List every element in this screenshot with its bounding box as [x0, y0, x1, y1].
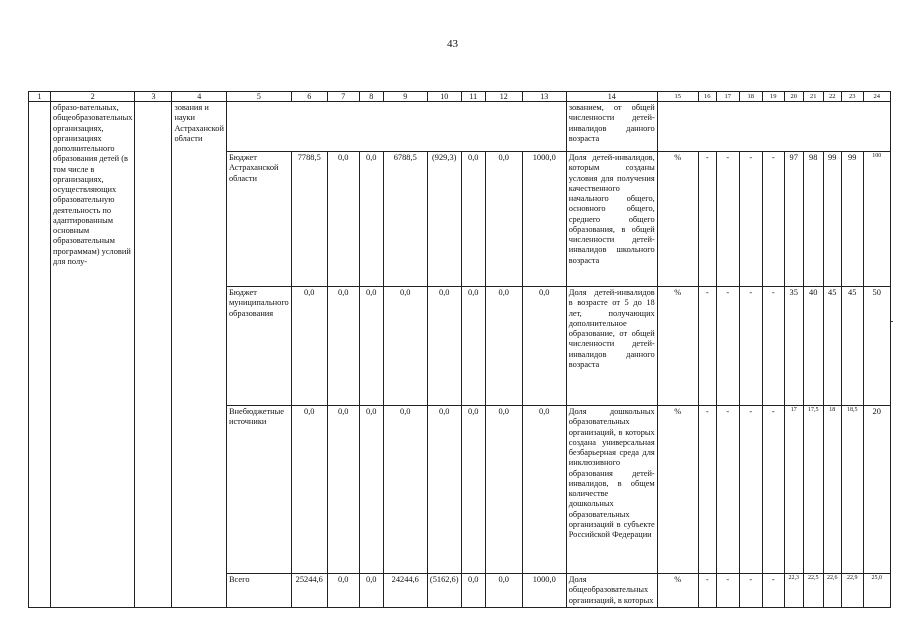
- value-cell: 1000,0: [522, 574, 566, 608]
- funding-source: Бюджет Астраханской области: [226, 152, 291, 287]
- measure-description: образо-вательных, общеобразовательных организациях, организациях дополнительного образования детей (в том числе в организациях, осуществляющих образовательную деятельность по адаптированным основным образовательным программам) условий для полу-: [51, 102, 135, 608]
- value-cell: 35: [784, 287, 803, 406]
- value-cell: -: [762, 152, 784, 287]
- value-cell: -: [698, 406, 716, 574]
- value-cell: -: [762, 287, 784, 406]
- blank-span: [226, 102, 566, 152]
- value-cell: -: [739, 406, 762, 574]
- indicator-cell: Доля общеобразовательных организаций, в которых: [566, 574, 657, 608]
- value-cell: -: [716, 574, 739, 608]
- executor-cell: зования и науки Астраханской области: [172, 102, 227, 608]
- header-cell: 22: [823, 92, 841, 102]
- value-cell: 0,0: [485, 287, 522, 406]
- header-cell: 5: [226, 92, 291, 102]
- value-cell: 17,5: [803, 406, 823, 574]
- value-cell: 18: [823, 406, 841, 574]
- funding-source: Всего: [226, 574, 291, 608]
- header-cell: 21: [803, 92, 823, 102]
- header-row: [29, 92, 891, 102]
- value-cell: -: [739, 287, 762, 406]
- header-cell: 3: [135, 92, 172, 102]
- funding-source: Внебюджетные источники: [226, 406, 291, 574]
- header-cell: 7: [327, 92, 359, 102]
- value-cell: 0,0: [383, 406, 427, 574]
- header-cell: 16: [698, 92, 716, 102]
- value-cell: -: [698, 574, 716, 608]
- header-cell: 19: [762, 92, 784, 102]
- header-cell: 4: [172, 92, 227, 102]
- program-table: [28, 91, 894, 608]
- value-cell: 0,0: [327, 406, 359, 574]
- value-cell: 17: [784, 406, 803, 574]
- side-mark: -: [890, 316, 894, 327]
- indicator-cell: зованием, от общей численности детей-инвалидов данного возраста: [566, 102, 657, 152]
- value-cell: -: [698, 152, 716, 287]
- value-cell: 99: [841, 152, 863, 287]
- value-cell: -: [716, 152, 739, 287]
- unit-cell: %: [657, 406, 698, 574]
- unit-cell: %: [657, 574, 698, 608]
- value-cell: 0,0: [522, 406, 566, 574]
- header-cell: 8: [359, 92, 383, 102]
- header-cell: 12: [485, 92, 522, 102]
- header-cell: 6: [291, 92, 327, 102]
- value-cell: 0,0: [485, 152, 522, 287]
- value-cell: 7788,5: [291, 152, 327, 287]
- header-cell: 10: [427, 92, 461, 102]
- header-cell: 17: [716, 92, 739, 102]
- blank-span: [657, 102, 890, 152]
- value-cell: -: [762, 406, 784, 574]
- header-cell: 2: [51, 92, 135, 102]
- value-cell: 0,0: [327, 287, 359, 406]
- value-cell: 0,0: [461, 287, 485, 406]
- value-cell: 0,0: [327, 152, 359, 287]
- value-cell: 98: [803, 152, 823, 287]
- value-cell: 0,0: [427, 287, 461, 406]
- value-cell: 0,0: [327, 574, 359, 608]
- value-cell: 99: [823, 152, 841, 287]
- value-cell: 0,0: [485, 574, 522, 608]
- value-cell: 0,0: [461, 152, 485, 287]
- value-cell: 0,0: [427, 406, 461, 574]
- col1-cell: [29, 102, 51, 608]
- col3-cell: [135, 102, 172, 608]
- table-row: [29, 102, 891, 152]
- value-cell: 97: [784, 152, 803, 287]
- value-cell: (929,3): [427, 152, 461, 287]
- header-cell: 13: [522, 92, 566, 102]
- value-cell: 0,0: [359, 406, 383, 574]
- header-cell: 15: [657, 92, 698, 102]
- value-cell: 100: [863, 152, 890, 287]
- value-cell: 0,0: [383, 287, 427, 406]
- value-cell: 25244,6: [291, 574, 327, 608]
- value-cell: -: [716, 406, 739, 574]
- value-cell: 50: [863, 287, 890, 406]
- value-cell: 25,0: [863, 574, 890, 608]
- value-cell: 22,6: [823, 574, 841, 608]
- unit-cell: %: [657, 152, 698, 287]
- value-cell: 40: [803, 287, 823, 406]
- header-cell: 9: [383, 92, 427, 102]
- value-cell: 6788,5: [383, 152, 427, 287]
- value-cell: 0,0: [461, 406, 485, 574]
- value-cell: 18,5: [841, 406, 863, 574]
- value-cell: -: [698, 287, 716, 406]
- value-cell: -: [739, 574, 762, 608]
- funding-source: Бюджет муниципального образования: [226, 287, 291, 406]
- header-cell: 18: [739, 92, 762, 102]
- value-cell: 22,9: [841, 574, 863, 608]
- value-cell: 45: [823, 287, 841, 406]
- header-cell: 1: [29, 92, 51, 102]
- value-cell: 0,0: [291, 287, 327, 406]
- value-cell: 0,0: [359, 152, 383, 287]
- value-cell: 0,0: [359, 574, 383, 608]
- header-cell: 11: [461, 92, 485, 102]
- value-cell: 0,0: [359, 287, 383, 406]
- unit-cell: %: [657, 287, 698, 406]
- value-cell: 20: [863, 406, 890, 574]
- header-cell: 23: [841, 92, 863, 102]
- value-cell: 24244,6: [383, 574, 427, 608]
- value-cell: 0,0: [485, 406, 522, 574]
- value-cell: 22,3: [784, 574, 803, 608]
- value-cell: 22,5: [803, 574, 823, 608]
- value-cell: 45: [841, 287, 863, 406]
- value-cell: (5162,6): [427, 574, 461, 608]
- value-cell: -: [739, 152, 762, 287]
- value-cell: 0,0: [461, 574, 485, 608]
- value-cell: 1000,0: [522, 152, 566, 287]
- page-number: 43: [447, 38, 458, 50]
- header-cell: 14: [566, 92, 657, 102]
- indicator-cell: Доля детей-инвалидов в возрасте от 5 до 18 лет, получающих дополнительное образование, от общей численности детей-инвалидов данного возраста: [566, 287, 657, 406]
- value-cell: 0,0: [522, 287, 566, 406]
- indicator-cell: Доля детей-инвалидов, которым созданы условия для получения качественного начального общего, основного общего, среднего общего образования, в общей численности детей-инвалидов школьного возраста: [566, 152, 657, 287]
- value-cell: 0,0: [291, 406, 327, 574]
- indicator-cell: Доля дошкольных образовательных организаций, в которых создана универсальная безбарьерная среда для инклюзивного образования детей-инвалидов, в общем количестве дошкольных образовательных организаций в субъекте Российской Федерации: [566, 406, 657, 574]
- header-cell: 20: [784, 92, 803, 102]
- value-cell: -: [716, 287, 739, 406]
- value-cell: -: [762, 574, 784, 608]
- header-cell: 24: [863, 92, 890, 102]
